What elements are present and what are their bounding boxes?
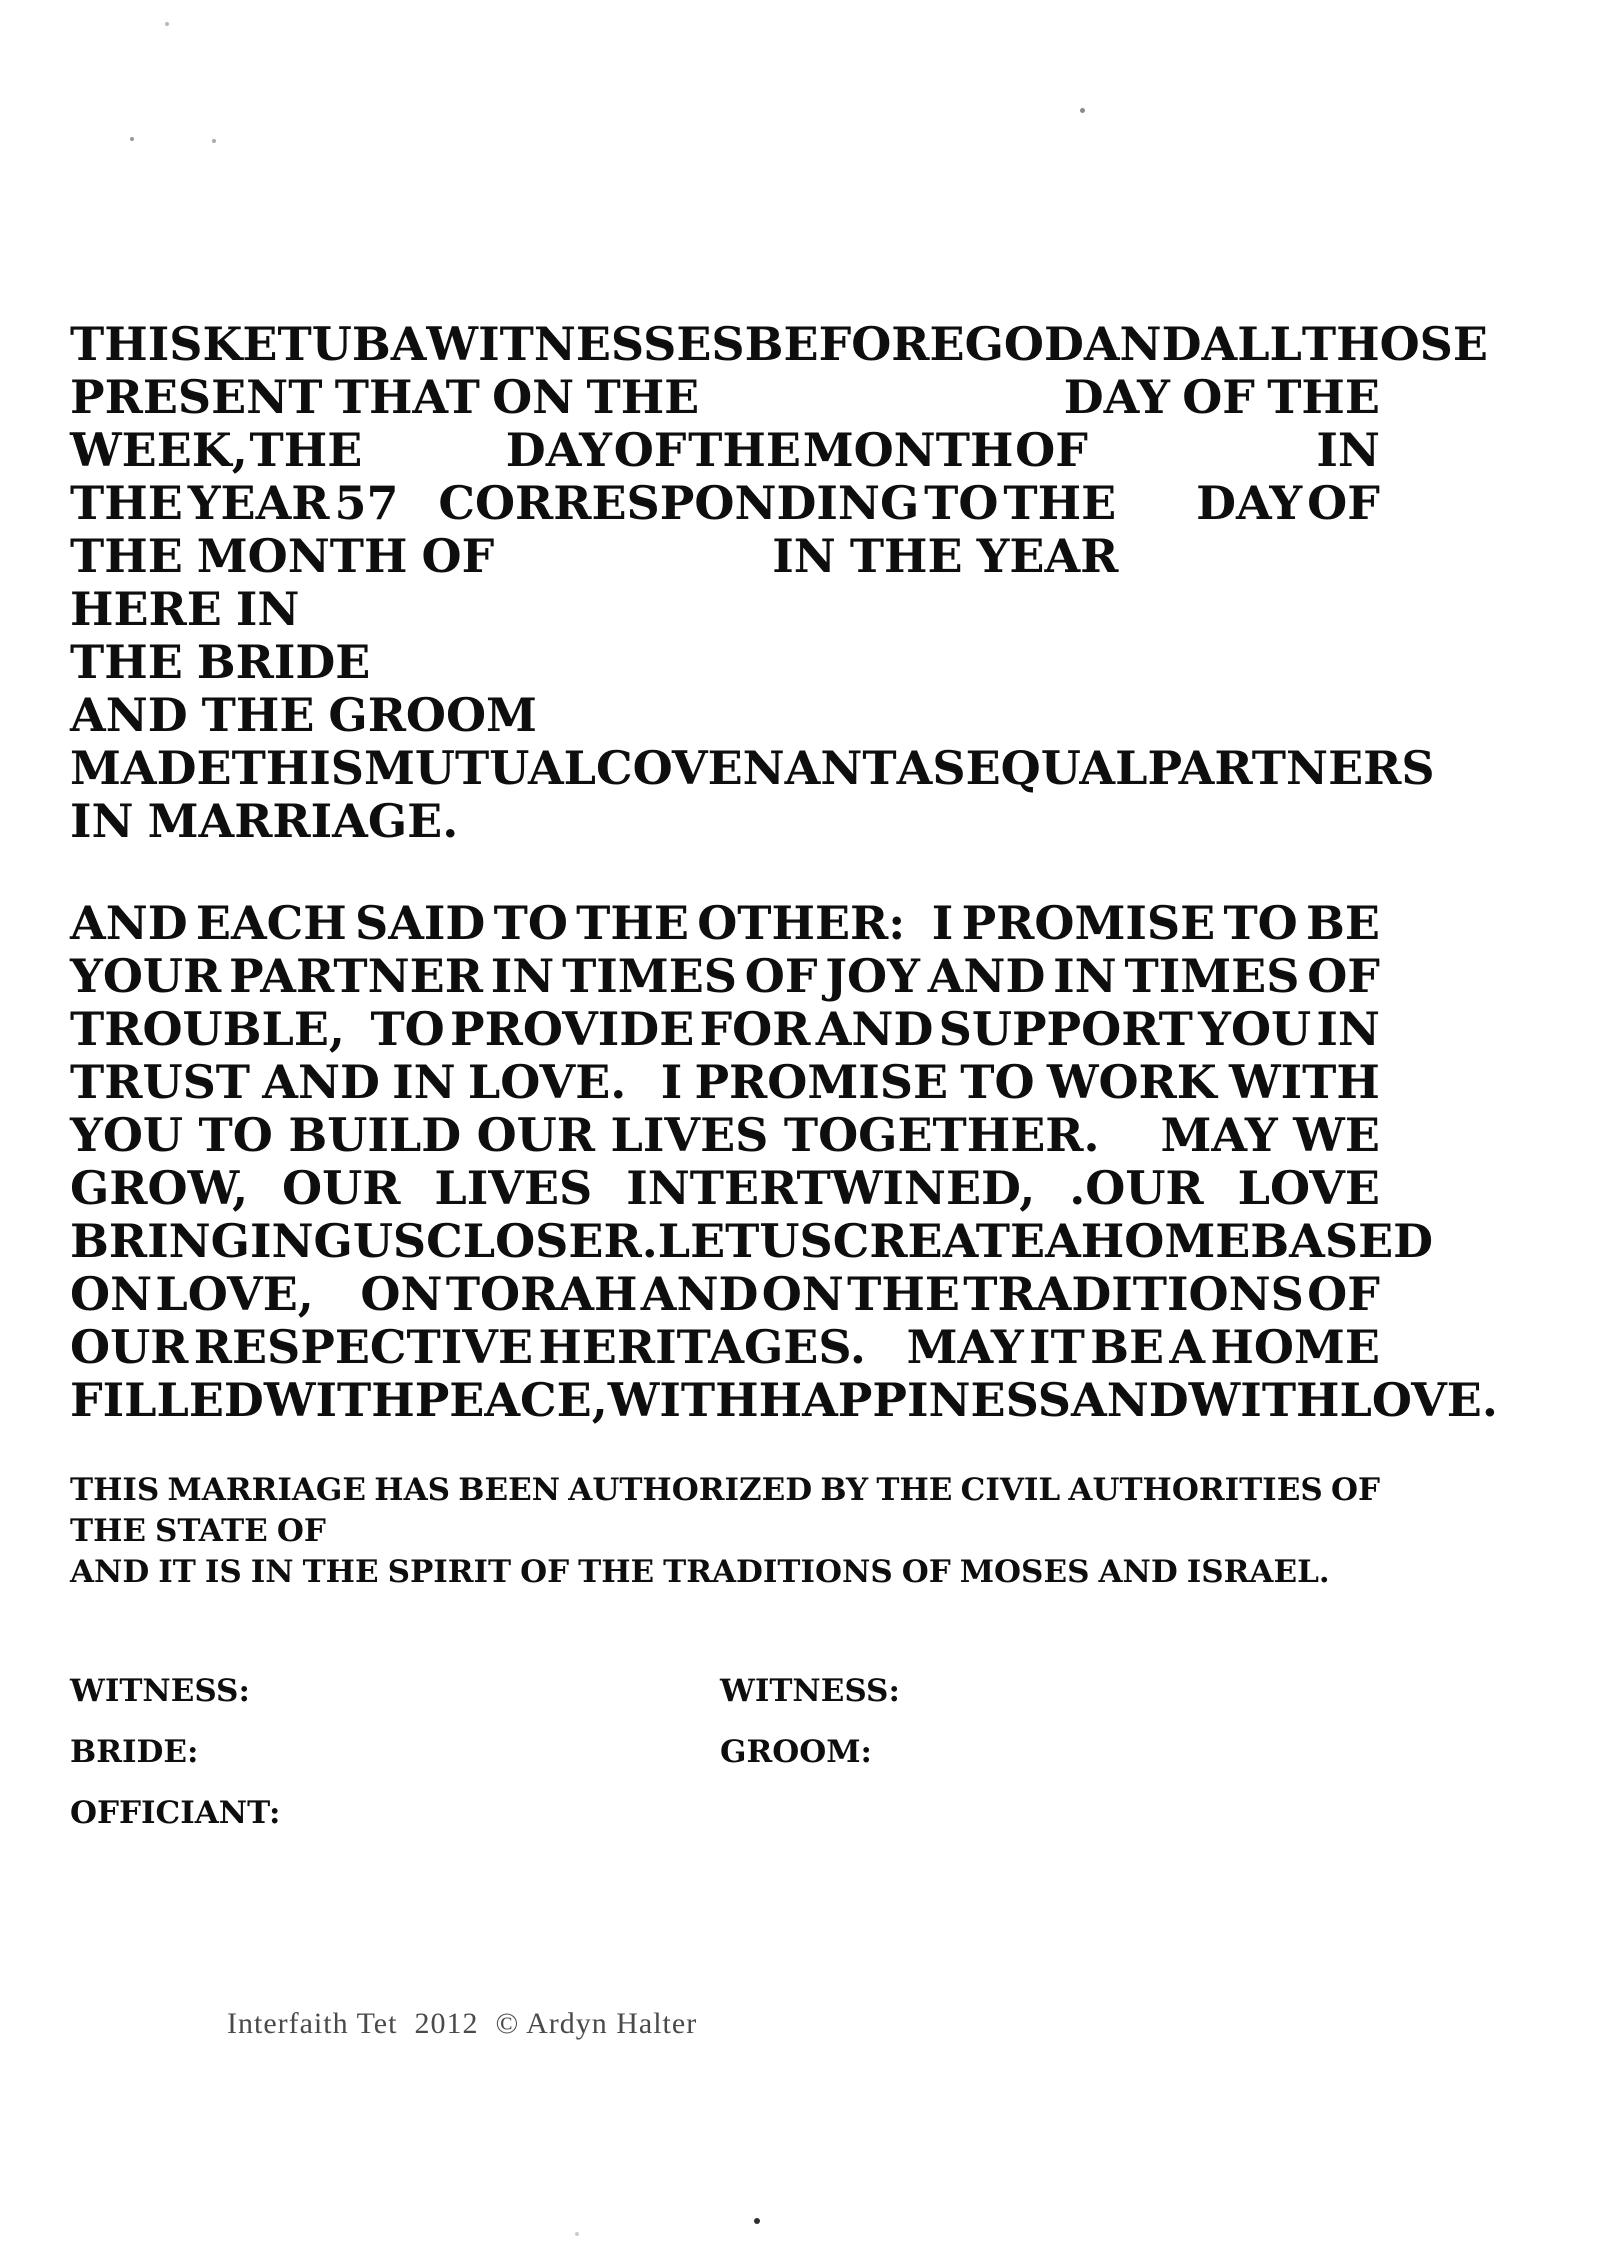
scan-speck [212, 139, 216, 143]
word: LET [657, 1214, 760, 1268]
word: THOSE [1301, 317, 1488, 371]
text-line [70, 950, 1380, 1003]
text-line [70, 424, 1380, 477]
word: OUR [70, 1320, 189, 1374]
text-line [70, 1470, 1380, 1511]
text-line [70, 741, 1435, 795]
text-line [70, 1511, 1380, 1552]
word: THE [70, 529, 183, 583]
word: YEAR [187, 476, 330, 530]
word: WITH [607, 1373, 759, 1427]
word: MONTH [802, 423, 1014, 477]
word: AND [640, 1267, 759, 1321]
word: MARRIAGE [167, 1472, 367, 1508]
text-line [70, 897, 1380, 950]
vows-paragraph [70, 896, 1498, 1427]
word: PRESENT [70, 370, 323, 424]
text-line [70, 477, 1380, 530]
scan-speck [575, 2232, 579, 2236]
word: ISRAEL. [1186, 1554, 1330, 1590]
word: OF [276, 1513, 326, 1549]
word: WEEK, [70, 423, 248, 477]
word: TIMES [1124, 949, 1300, 1003]
word: YOU [70, 1108, 184, 1162]
text-line [70, 636, 1380, 689]
witness-right-label: WITNESS: [720, 1673, 900, 1709]
officiant-signature-row [70, 1793, 1380, 1834]
word: 57 [334, 476, 399, 530]
word: CIVIL [960, 1472, 1061, 1508]
word: LOVE, [155, 1267, 314, 1321]
word: PROMISE [961, 896, 1216, 950]
word: MARRIAGE. [147, 794, 459, 848]
word: TO [924, 476, 999, 530]
word: BRIDE [196, 635, 371, 689]
word: A [1169, 1320, 1206, 1374]
word: OF [1182, 370, 1255, 424]
word: WORK [1046, 1055, 1217, 1109]
word: OF [901, 1554, 951, 1590]
opening-paragraph [70, 317, 1488, 848]
word: HERE [70, 582, 222, 636]
word: AND [1071, 1373, 1189, 1427]
word: BEFORE [744, 317, 965, 371]
text-line [70, 371, 1380, 424]
scan-speck [165, 22, 169, 26]
word: HOME [1080, 1214, 1251, 1268]
witness-signature-row [70, 1671, 1380, 1712]
word: IN [772, 529, 836, 583]
word: TO [493, 896, 568, 950]
text-line [70, 689, 1380, 742]
blank-fill-space [1090, 464, 1315, 466]
word: IN [250, 1554, 294, 1590]
word: MOSES [959, 1554, 1090, 1590]
word: BE [1306, 896, 1380, 950]
word: GROW, [70, 1161, 249, 1215]
word: PEACE, [414, 1373, 608, 1427]
word: TO [198, 1108, 273, 1162]
word: LIVES [434, 1161, 593, 1215]
word: TIMES [562, 949, 738, 1003]
word: US [759, 1214, 833, 1268]
word: AND [262, 1055, 380, 1109]
word: COVENANT [596, 741, 897, 795]
word: AND [70, 896, 188, 950]
text-line [70, 530, 1380, 583]
scan-speck [754, 2218, 760, 2224]
word: THIS [70, 1472, 160, 1508]
word: TORAH [445, 1267, 638, 1321]
word: HOME [1210, 1320, 1380, 1374]
word: THIS [70, 317, 203, 371]
word: THAT [334, 370, 480, 424]
word: IT [1029, 1320, 1085, 1374]
blank-fill-space [1121, 517, 1191, 519]
word: IN [235, 582, 300, 636]
text-line [70, 1162, 1380, 1215]
text-line [70, 795, 1380, 848]
word: FOR [699, 1002, 811, 1056]
word: PROMISE [694, 1055, 949, 1109]
word: OF [1330, 1472, 1380, 1508]
text-line [70, 1109, 1380, 1162]
word: TO [370, 1002, 445, 1056]
word: HAPPINESS [758, 1373, 1071, 1427]
word: SPIRIT [387, 1554, 512, 1590]
word: THE [847, 1267, 960, 1321]
copyright-footer: Interfaith Tet 2012 © Ardyn Halter [227, 2007, 698, 2040]
blank-fill-space [914, 937, 924, 939]
word: AND [70, 1554, 150, 1590]
word: OF [520, 1554, 570, 1590]
word: MADE [70, 741, 232, 795]
text-line [70, 317, 1488, 371]
word: WITNESSES [426, 317, 745, 371]
word: AND [927, 949, 1046, 1003]
text-line [70, 1214, 1434, 1268]
word: DAY [1196, 476, 1303, 530]
word: OF [1307, 1267, 1380, 1321]
word: THE [1267, 370, 1380, 424]
word: MAY [906, 1320, 1024, 1374]
blank-fill-space [1115, 1149, 1145, 1151]
word: THE [876, 1472, 953, 1508]
word: THE [578, 1554, 655, 1590]
bride-groom-signature-row [70, 1732, 1380, 1773]
groom-label: GROOM: [720, 1734, 873, 1770]
word: LOVE. [467, 1055, 627, 1109]
word: AND [1098, 1554, 1178, 1590]
text-line [70, 583, 1380, 636]
text-line [70, 1321, 1380, 1374]
word: YOU [1198, 1002, 1312, 1056]
text-line [70, 1268, 1380, 1321]
blank-fill-space [639, 1096, 649, 1098]
word: AND [815, 1002, 934, 1056]
word: US [352, 1214, 427, 1268]
word: PARTNER [229, 949, 483, 1003]
word: TO [1223, 896, 1298, 950]
word: AND [1083, 317, 1202, 371]
text-line [70, 1056, 1380, 1109]
text-line [70, 1373, 1498, 1427]
word: EACH [195, 896, 347, 950]
word: OF [1307, 949, 1380, 1003]
word: AS [896, 741, 966, 795]
word: THE [1003, 476, 1117, 530]
word: HERITAGES. [538, 1320, 866, 1374]
word: PARTNERS [1147, 741, 1435, 795]
word: IN [1316, 423, 1380, 477]
word: THE [70, 635, 183, 689]
word: YOUR [70, 949, 222, 1003]
text-line [70, 1552, 1380, 1593]
word: WE [1293, 1108, 1380, 1162]
word: GOD [964, 317, 1084, 371]
word: MUTUAL [364, 741, 596, 795]
word: ON [360, 1267, 443, 1321]
word: YEAR [976, 529, 1119, 583]
word: JOY [825, 949, 920, 1003]
word: THE [70, 476, 183, 530]
word: RESPECTIVE [193, 1320, 534, 1374]
word: SAID [355, 896, 486, 950]
scan-speck [130, 137, 134, 141]
ketubah-text-block [70, 317, 1498, 1854]
word: LIVES [610, 1108, 769, 1162]
word: WITH [263, 1373, 415, 1427]
word: CORRESPONDING [438, 476, 920, 530]
word: WITH [1188, 1373, 1340, 1427]
word: LOVE. [1339, 1373, 1498, 1427]
blank-fill-space [871, 1361, 901, 1363]
word: IN [1053, 949, 1117, 1003]
word: THE [586, 370, 700, 424]
word: ON [761, 1267, 844, 1321]
text-line [70, 1003, 1380, 1056]
scan-speck [1080, 108, 1085, 113]
word: OF [744, 949, 818, 1003]
word: FILLED [70, 1373, 264, 1427]
word: OF [421, 529, 495, 583]
word: SUPPORT [938, 1002, 1193, 1056]
word: TROUBLE, [70, 1002, 345, 1056]
word: MONTH [196, 529, 408, 583]
word: THE [201, 688, 315, 742]
word: TRUST [70, 1055, 251, 1109]
word: THE [70, 1513, 146, 1549]
word: IN [392, 1055, 456, 1109]
word: LOVE [1237, 1161, 1380, 1215]
word: THE [849, 529, 963, 583]
signature-section [70, 1671, 1380, 1834]
word: BE [1090, 1320, 1165, 1374]
word: OUR [282, 1161, 401, 1215]
word: IN [1316, 1002, 1380, 1056]
word: IN [490, 949, 555, 1003]
word: INTERTWINED, [626, 1161, 1036, 1215]
word: AUTHORITIES [1068, 1472, 1323, 1508]
word: IN [70, 794, 134, 848]
word: ON [70, 1267, 153, 1321]
witness-left-label: WITNESS: [70, 1673, 250, 1709]
word: OF [1015, 423, 1088, 477]
word: CLOSER. [426, 1214, 658, 1268]
word: .OUR [1069, 1161, 1204, 1215]
word: PROVIDE [450, 1002, 695, 1056]
word: OTHER: [697, 896, 906, 950]
word: TOGETHER. [783, 1108, 1100, 1162]
word: A [1045, 1214, 1081, 1268]
word: TO [960, 1055, 1035, 1109]
word: HAS [374, 1472, 451, 1508]
blank-fill-space [712, 411, 1052, 413]
word: ON [492, 370, 575, 424]
word: THE [302, 1554, 379, 1590]
word: DAY [505, 423, 612, 477]
blank-fill-space [364, 464, 504, 466]
word: BRINGING [70, 1214, 353, 1268]
word: I [931, 896, 954, 950]
word: BY [820, 1472, 869, 1508]
word: DAY [1063, 370, 1170, 424]
word: IT [158, 1554, 196, 1590]
word: THE [249, 423, 363, 477]
civil-authorization-paragraph [70, 1470, 1380, 1593]
word: TRADITIONS [963, 1267, 1304, 1321]
word: MAY [1160, 1108, 1278, 1162]
blank-fill-space [350, 1043, 365, 1045]
blank-fill-space [508, 570, 758, 572]
word: THE [688, 423, 801, 477]
word: WITH [1229, 1055, 1380, 1109]
word: THE [576, 896, 689, 950]
blank-fill-space [317, 1308, 357, 1310]
word: AUTHORIZED [568, 1472, 813, 1508]
officiant-label: OFFICIANT: [70, 1795, 281, 1831]
bride-label: BRIDE: [70, 1734, 199, 1770]
blank-fill-space [403, 517, 433, 519]
word: BUILD [288, 1108, 462, 1162]
word: CREATE [832, 1214, 1046, 1268]
word: KETUBA [202, 317, 427, 371]
word: THIS [231, 741, 364, 795]
word: BEEN [458, 1472, 561, 1508]
word: IS [204, 1554, 242, 1590]
word: OF [613, 423, 687, 477]
word: TRADITIONS [663, 1554, 893, 1590]
word: I [660, 1055, 683, 1109]
word: AND [70, 688, 188, 742]
word: GROOM [328, 688, 537, 742]
word: OF [1307, 476, 1380, 530]
word: OUR [476, 1108, 596, 1162]
word: BASED [1250, 1214, 1434, 1268]
word: STATE [155, 1513, 268, 1549]
word: ALL [1201, 317, 1302, 371]
word: EQUAL [965, 741, 1148, 795]
